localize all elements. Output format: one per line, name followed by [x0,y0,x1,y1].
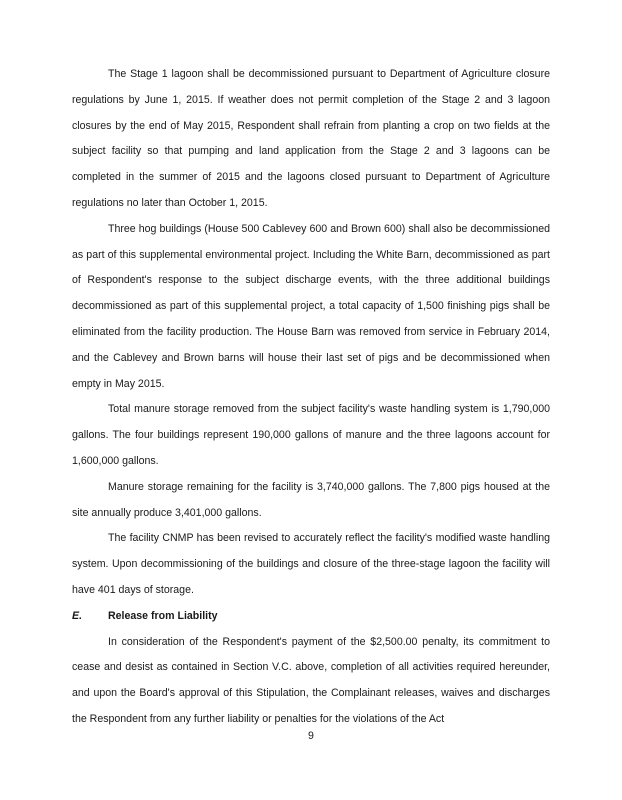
section-title: Release from Liability [108,609,218,622]
paragraph-release-liability: In consideration of the Respondent's payment of the $2,500.00 penalty, its commitment to cease and desist as contained in Section V.C. above, completion of all activities required hereunder, and upon the Board's approval of this Stipulation, the Complainant releases, waives and discharges the Respondent from any further liability or penalties for the violations of the Act [72,635,550,725]
paragraph-stage1-lagoon: The Stage 1 lagoon shall be decommissioned pursuant to Department of Agriculture closure regulations by June 1, 2015. If weather does not permit completion of the Stage 2 and 3 lagoon closures by the end of May 2015, Respondent shall refrain from planting a crop on two fields at the subject facility so that pumping and land application from the Stage 2 and 3 lagoons can be completed in the summer of 2015 and the lagoons closed pursuant to Department of Agriculture regulations no later than October 1, 2015. [72,68,550,209]
paragraph-manure-remaining: Manure storage remaining for the facility is 3,740,000 gallons. The 7,800 pigs housed at the site annually produce 3,401,000 gallons. [72,480,550,519]
paragraph-cnmp-revised: The facility CNMP has been revised to accurately reflect the facility's modified waste handling system. Upon decommissioning of the buildings and closure of the three-stage lagoon the facility will have 401 days of storage. [72,532,550,596]
document-body [72,62,550,733]
page-number: 9 [308,730,314,742]
section-letter: E. [72,609,83,622]
section-heading [72,604,550,630]
paragraph-manure-removed: Total manure storage removed from the subject facility's waste handling system is 1,790,000 gallons. The four buildings represent 190,000 gallons of manure and the three lagoons account for 1,600,000 gallons. [72,403,550,467]
paragraph-hog-buildings: Three hog buildings (House 500 Cablevey 600 and Brown 600) shall also be decommissioned as part of this supplemental environmental project. Including the White Barn, decommissioned as part of Respondent's response to the subject discharge events, with the three additional buildings decommissioned as part of this supplemental project, a total capacity of 1,500 finishing pigs shall be eliminated from the facility production. The House Barn was removed from service in February 2014, and the Cablevey and Brown barns will house their last set of pigs and be decommissioned when empty in May 2015. [72,222,550,390]
